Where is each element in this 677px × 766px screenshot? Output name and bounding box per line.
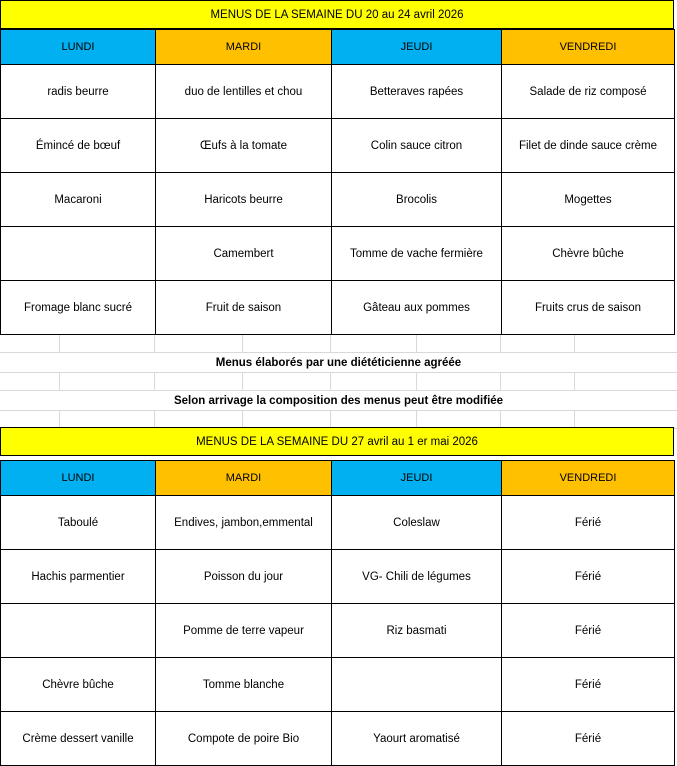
week1-title-banner[interactable] bbox=[0, 0, 674, 29]
week1-cell[interactable]: Salade de riz composé bbox=[502, 65, 675, 119]
week1-cell[interactable]: Brocolis bbox=[332, 173, 502, 227]
empty-spreadsheet-row[interactable] bbox=[0, 335, 677, 353]
week1-day-header-vendredi[interactable]: VENDREDI bbox=[502, 30, 675, 65]
week2-day-header-vendredi[interactable]: VENDREDI bbox=[502, 461, 675, 496]
week2-cell[interactable]: Coleslaw bbox=[332, 496, 502, 550]
week2-menu-table bbox=[0, 460, 675, 766]
dietitian-note[interactable] bbox=[0, 353, 677, 373]
week1-cell[interactable]: Émincé de bœuf bbox=[1, 119, 156, 173]
week2-title-banner[interactable] bbox=[0, 427, 674, 456]
week1-cell[interactable]: Chèvre bûche bbox=[502, 227, 675, 281]
empty-spreadsheet-row[interactable] bbox=[0, 373, 677, 391]
week1-cell[interactable]: Fruit de saison bbox=[156, 281, 332, 335]
week2-day-header-mardi[interactable]: MARDI bbox=[156, 461, 332, 496]
week1-day-header-mardi[interactable]: MARDI bbox=[156, 30, 332, 65]
week1-cell[interactable]: radis beurre bbox=[1, 65, 156, 119]
week2-cell[interactable] bbox=[1, 604, 156, 658]
week1-menu-row-starter bbox=[1, 65, 675, 119]
week1-day-header-row bbox=[1, 30, 675, 65]
week2-cell[interactable]: Crème dessert vanille bbox=[1, 712, 156, 766]
week2-cell[interactable]: Riz basmati bbox=[332, 604, 502, 658]
week1-cell[interactable] bbox=[1, 227, 156, 281]
week1-cell[interactable]: Macaroni bbox=[1, 173, 156, 227]
arrival-note-text: Selon arrivage la composition des menus peut être modifiée bbox=[173, 394, 504, 407]
week1-cell[interactable]: Fruits crus de saison bbox=[502, 281, 675, 335]
week1-cell[interactable]: Fromage blanc sucré bbox=[1, 281, 156, 335]
week2-cell[interactable] bbox=[332, 658, 502, 712]
week2-day-header-lundi[interactable]: LUNDI bbox=[1, 461, 156, 496]
week1-menu-row-main bbox=[1, 119, 675, 173]
week2-cell[interactable]: Hachis parmentier bbox=[1, 550, 156, 604]
week2-menu-row-cheese bbox=[1, 658, 675, 712]
week2-cell[interactable]: Endives, jambon,emmental bbox=[156, 496, 332, 550]
week1-cell[interactable]: Gâteau aux pommes bbox=[332, 281, 502, 335]
week1-cell[interactable]: Œufs à la tomate bbox=[156, 119, 332, 173]
week2-cell[interactable]: VG- Chili de légumes bbox=[332, 550, 502, 604]
week2-menu-row-dessert bbox=[1, 712, 675, 766]
week2-cell[interactable]: Férié bbox=[502, 496, 675, 550]
week1-cell[interactable]: Camembert bbox=[156, 227, 332, 281]
week1-title: MENUS DE LA SEMAINE DU 20 au 24 avril 2026 bbox=[210, 8, 464, 21]
week2-cell[interactable]: Yaourt aromatisé bbox=[332, 712, 502, 766]
week1-day-header-lundi[interactable]: LUNDI bbox=[1, 30, 156, 65]
week1-menu-row-cheese bbox=[1, 227, 675, 281]
week2-menu-row-main bbox=[1, 550, 675, 604]
week2-cell[interactable]: Pomme de terre vapeur bbox=[156, 604, 332, 658]
week2-cell[interactable]: Chèvre bûche bbox=[1, 658, 156, 712]
week2-cell[interactable]: Férié bbox=[502, 712, 675, 766]
week1-cell[interactable]: Tomme de vache fermière bbox=[332, 227, 502, 281]
week2-day-header-jeudi[interactable]: JEUDI bbox=[332, 461, 502, 496]
week2-cell[interactable]: Taboulé bbox=[1, 496, 156, 550]
week1-cell[interactable]: duo de lentilles et chou bbox=[156, 65, 332, 119]
week1-menu-row-side bbox=[1, 173, 675, 227]
week2-day-header-row bbox=[1, 461, 675, 496]
week2-cell[interactable]: Férié bbox=[502, 604, 675, 658]
week1-day-header-jeudi[interactable]: JEUDI bbox=[332, 30, 502, 65]
week2-menu-row-starter bbox=[1, 496, 675, 550]
week2-cell[interactable]: Tomme blanche bbox=[156, 658, 332, 712]
arrival-note[interactable] bbox=[0, 391, 677, 411]
week2-cell[interactable]: Férié bbox=[502, 658, 675, 712]
week2-cell[interactable]: Férié bbox=[502, 550, 675, 604]
dietitian-note-text: Menus élaborés par une diététicienne agréée bbox=[215, 356, 462, 369]
week1-cell[interactable]: Filet de dinde sauce crème bbox=[502, 119, 675, 173]
week2-cell[interactable]: Compote de poire Bio bbox=[156, 712, 332, 766]
week2-menu-row-side bbox=[1, 604, 675, 658]
week1-menu-row-dessert bbox=[1, 281, 675, 335]
week1-cell[interactable]: Mogettes bbox=[502, 173, 675, 227]
week2-cell[interactable]: Poisson du jour bbox=[156, 550, 332, 604]
week1-cell[interactable]: Betteraves rapées bbox=[332, 65, 502, 119]
notes-area bbox=[0, 335, 677, 429]
week2-title: MENUS DE LA SEMAINE DU 27 avril au 1 er mai 2026 bbox=[196, 435, 478, 448]
week1-menu-table bbox=[0, 29, 675, 335]
week1-cell[interactable]: Colin sauce citron bbox=[332, 119, 502, 173]
week1-cell[interactable]: Haricots beurre bbox=[156, 173, 332, 227]
